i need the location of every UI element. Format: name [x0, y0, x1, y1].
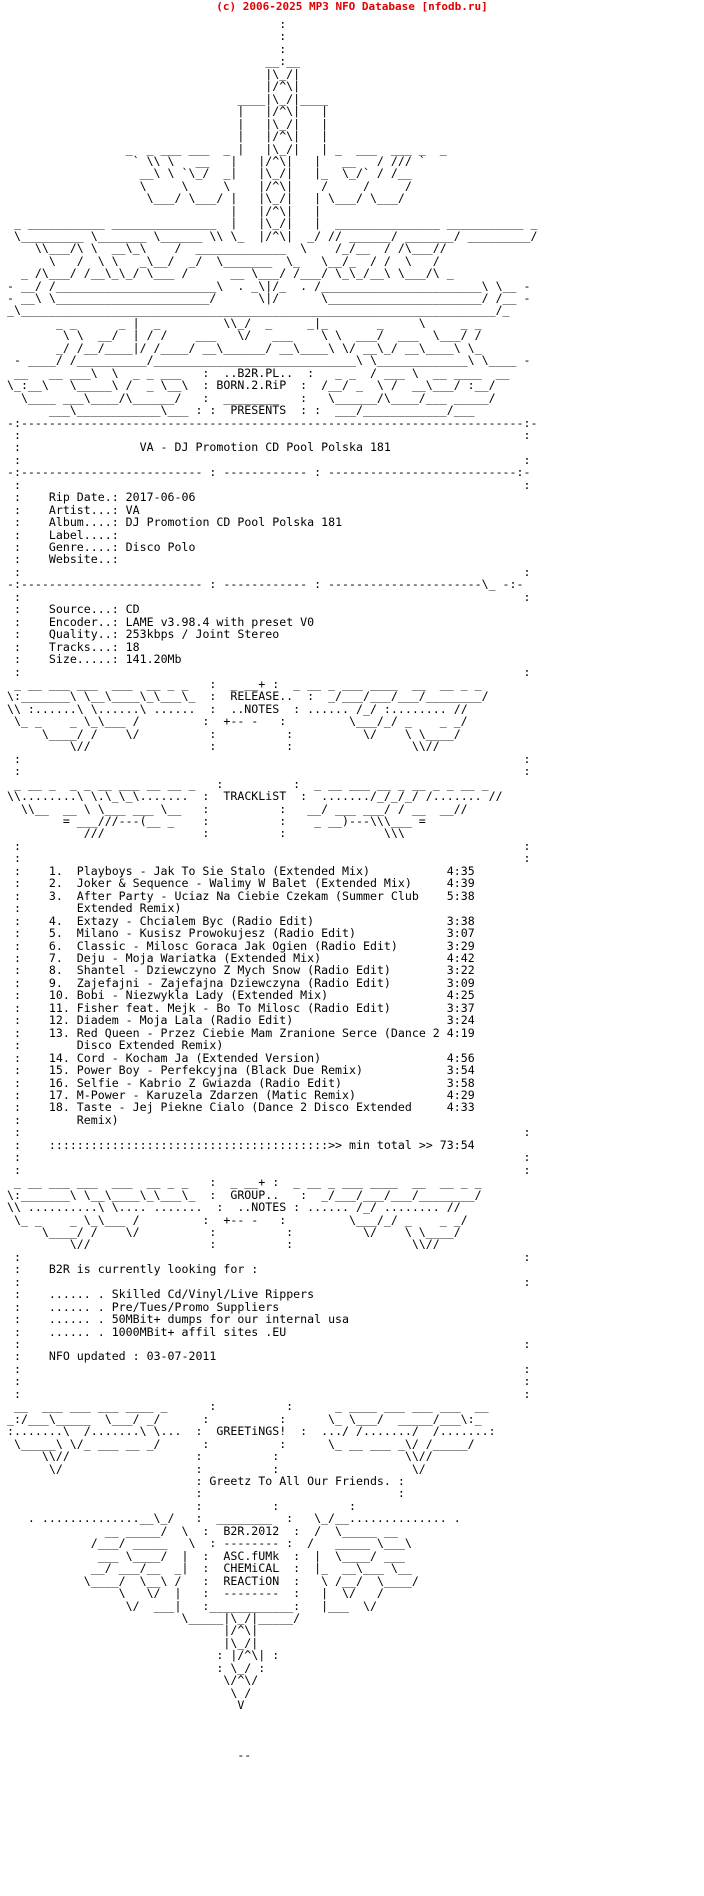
- track-time: 4:29: [446, 1087, 475, 1102]
- track-title: Shantel - Dziewczyno Z Mych Snow (Radio Edit): [76, 963, 447, 978]
- track-title: Disco Extended Remix): [76, 1038, 224, 1053]
- track-number: 15.: [48, 1063, 77, 1078]
- track-title: Cord - Kocham Ja (Extended Version): [76, 1050, 447, 1065]
- track-time: 3:37: [446, 1000, 475, 1015]
- track-number: 14.: [48, 1050, 77, 1065]
- header-ascii-art: : : : __:__ |\_/| |/^\| ____|\_/|____ | |/^\| | | |\_/| | | |/^\| | _ _ ___ ___ _ | |\_/| | _ ___ ___ _ _ ` \\ \ __ | |/^\| | __ / /// ` __\ \ `\_/ _| |\_/| |_ \_/` / /__ \ \ \ |/^\| / / / \___/ \___/ | |\_/| | \___/ \___/ | |/^\| | _ ___________ _______________ | |\_/| | _______________ ___________ _ \_________ \_______ \______ \\ \_ |/^\| _/ // ______/ _______/ _________/ \\___/\ \ __\_\ / _____________ \ /_/__ / /\___// \ / \ \ _\__/ _/ \_______ \_ \__/_ / / \ / _ /\___/ /__\_\_/ \___ / __ \___/ /___/ \_\_/__\ \___/\ _ - __/ /_______________________\ . _\|/_ . /_______________________\ \__ - - __\ \______________________/ \|/ \______________________/ /__ - _\____________________________________________________________________/_ _ _ _ | _ \\_/ _ _|_ _ \ _ _ \ \ __/ | / / ___ \/ ___ \ \ ___/ ___ \___/ / _/ /__/____|/ /____/ __\______/ __\____\ \/ __\_/ __\____\ \_ - ____/ /__________/_____________________________\ \_____________\ \____ -: [6, 17, 538, 368]
- track-title: Fisher feat. Mejk - Bo To Milosc (Radio Edit): [76, 1000, 447, 1015]
- tech-value: LAME v3.98.4 with preset V0: [125, 614, 315, 629]
- release-title: VA - DJ Promotion CD Pool Polska 181: [139, 440, 391, 455]
- track-title: Diadem - Moja Lala (Radio Edit): [76, 1013, 447, 1028]
- track-title: Joker & Sequence - Walimy W Balet (Extended Mix): [76, 876, 447, 891]
- footer-box-line: CHEMiCAL: [223, 1561, 280, 1576]
- track-title: Zajefajni - Zajefajna Dziewczyna (Radio Edit): [76, 975, 447, 990]
- info-value: Disco Polo: [125, 540, 196, 555]
- track-title: Classic - Milosc Goraca Jak Ogien (Radio Edit): [76, 938, 447, 953]
- track-time: 4:35: [446, 863, 475, 878]
- total-time: ::::::::::::::::::::::::::::::::::::::::>> min total >> 73:54: [48, 1137, 475, 1152]
- track-number: 5.: [48, 926, 77, 941]
- track-time: 3:09: [446, 975, 475, 990]
- track-time: 3:22: [446, 963, 475, 978]
- track-time: 4:19: [446, 1025, 475, 1040]
- info-value: 2017-06-06: [125, 490, 196, 505]
- track-title: Selfie - Kabrio Z Gwiazda (Radio Edit): [76, 1075, 447, 1090]
- footer-box-line: B2R.2012: [223, 1523, 280, 1538]
- info-label: Label....:: [48, 527, 119, 542]
- tech-value: 253kbps / Joint Stereo: [125, 627, 280, 642]
- track-title: Playboys - Jak To Sie Stalo (Extended Mix): [76, 863, 447, 878]
- track-title: Remix): [76, 1112, 119, 1127]
- track-time: 3:24: [446, 1013, 475, 1028]
- track-title: Red Queen - Przez Ciebie Mam Zranione Serce (Dance 2: [76, 1025, 447, 1040]
- track-time: 3:58: [446, 1075, 475, 1090]
- release-notes-heading: ..NOTES: [230, 701, 280, 716]
- tech-value: 18: [125, 639, 140, 654]
- track-number: 17.: [48, 1087, 77, 1102]
- info-label: Website..:: [48, 552, 119, 567]
- nfo-document: : : : __:__ |\_/| |/^\| ____|\_/|____ | |/^\| | | |\_/| | | |/^\| | _ _ ___ ___ _ | |\_/| | _ ___ ___ _ _ ` \\ \ __ | |/^\| | __ / /// ` __\ \ `\_/ _| |\_/| |_ \_/` / /__ \ \ \ |/^\| / / / \___/ \___/ | |\_/| | \___/ \___/ | |/^\| | _ ___________ _______________ | |\_/| | _______________ ___________ _ \_________ \_______ \______ \\ \_ |/^\| _/ // ______/ _______/ _________/ \\___/\ \ __\_\ / _____________ \ /_/__ / /\___// \ / \ \ _\__/ _/ \_______ \_ \__/_ / / \ / _ /\___/ /__\_\_/ \___ / __ \___/ /___/ \_\_/__\ \___/\ _ - __/ /_______________________\ . _\|/_ . /_______________________\ \__ - - __\ \______________________/ \|/ \______________________/ /__ - _\____________________________________________________________________/_ _ _ _ | _ \\_/ _ _|_ _ \ _ _ \ \ __/ | / / ___ \/ ___ \ \ ___/ ___ \___/ / _/ /__/____|/ /____/ __\______/ __\____\ \/ __\_/ __\____\ \_ - ____/ /__________/_____________________________\ \_____________\ \____ - __ __ ___\ \ _ _ ___ : ..B2R.PL.. : _ _ / ___ \ __ ____ __ \_:__\ \_____\ / _ \__\ : BORN.2.RiP : /__/ _ \ / __\___/ :__/ \____ ___\____/\______/ : ________ : \______/\____/___ _____/ ___\____________\___ : : PRESENTS : : ___/____________/___ -:------------------------------------------------------------------------:- : : : VA - DJ Promotion CD Pool Polska 181 : : -:-------------------------- : ------------ : ---------------------------:- : : : Rip Date.: 2017-06-06 : Artist...: VA : Album....: DJ Promotion CD Pool Polska 181 : Label....: : Genre....: Disco Polo : Website..: : : -:-------------------------- : ------------ : ----------------------\_ -:- : : : Source...: CD : Encoder..: LAME v3.98.4 with preset V0 : Quality..: 253kbps / Joint Stereo : Tracks...: 18 : Size.....: 141.20Mb : : _ __ ___ ___ ___ __ _ _ : _ __+ : _ __ _ ___ ____ __ __ _ _ \:_______\ \__\____\_\___\_ : RELEASE.. : _/___/___/___/________/ \\ :......\ \......\ ...... : ..NOTES : ...... /_/ :........ // \_ _ _ \_\___ / : +-- - : \___/_/ _ _ _/ \____/ / \/ : : \/ \ \____/ \// : : \\// : : : : _ __ _ _ _ __ ___ __ __ _ : : _ __ ___ __ _ __ _ _ __ _ \\........\ \.\_\_\....... : TRACKLiST : ......./_/_/_/ /....... // \\__ __ \ \___ ___ \__ : : __/ ___ ___/ / __ __// = ___///---(__ _ : : _ __)---\\\___ = /// : : \\\ : : : : : 1. Playboys - Jak To Sie Stalo (Extended Mix) 4:35 : 2. Joker & Sequence - Walimy W Balet (Extended Mix) 4:39 : 3. After Party - Uciaz Na Ciebie Czekam (Summer Club 5:38 : Extended Remix) : 4. Extazy - Chcialem Byc (Radio Edit) 3:38 : 5. Milano - Kusisz Prowokujesz (Radio Edit) 3:07 : 6. Classic - Milosc Goraca Jak Ogien (Radio Edit) 3:29 : 7. Deju - Moja Wariatka (Extended Mix) 4:42 : 8. Shantel - Dziewczyno Z Mych Snow (Radio Edit) 3:22 : 9. Zajefajni - Zajefajna Dziewczyna (Radio Edit) 3:09 : 10. Bobi - Niezwykla Lady (Extended Mix) 4:25 : 11. Fisher feat. Mejk - Bo To Milosc (Radio Edit) 3:37 : 12. Diadem - Moja Lala (Radio Edit) 3:24 : 13. Red Queen - Przez Ciebie Mam Zranione Serce (Dance 2 4:19 : Disco Extended Remix) : 14. Cord - Kocham Ja (Extended Version) 4:56 : 15. Power Boy - Perfekcyjna (Black Due Remix) 3:54 : 16. Selfie - Kabrio Z Gwiazda (Radio Edit) 3:58 : 17. M-Power - Karuzela Zdarzen (Matic Remix) 4:29 : 18. Taste - Jej Piekne Cialo (Dance 2 Disco Extended 4:33 : Remix) : : : ::::::::::::::::::::::::::::::::::::::::>> min total >> 73:54 : : : : _ __ ___ ___ ___ __ _ _ : _ __+ : _ __ _ ___ ____ __ __ _ _ \:_______\ \__\____\_\___\_ : GROUP.. : _/___/___/___/________/ \\ ..........\ \.... ....... : ..NOTES : ...... /_/ ........ // \_ _ _ \_\___ / : +-- - : \___/_/ _ _ _/ \____/ / \/ : : \/ \ \____/ \// : : \\// : : : B2R is currently looking for : : : : ...... . Skilled Cd/Vinyl/Live Rippers : ...... . Pre/Tues/Promo Suppliers : ...... . 50MBit+ dumps for our internal usa : ...... . 1000MBit+ affil sites .EU : : : NFO updated : 03-07-2011 : : : : : : __ ___ ___ ___ ____ _ : : _ ____ ___ ___ ___ __ _:/___\_____ \___/ _/ : : \_ \___/ _____/___\:_ :.......\ /.......\ \... : GREETiNGS! : .../ /......./ /.......: \_____\ \/_ ___ __ _/ : : \_ __ ___ _\/ /_____/ \\// : : \\// \/ : : \/ : Greetz To All Our Friends. : : : : : : . ..............__\_/ : ________ : \_/__.............. . __ _____/ \ : B2R.2012 : / \_____ __ /___/ _____ \ : -------- : / _____ \___\ ___ \____/ | : ASC.fUMk : | \____/ ___ __/ ___/__ _| : CHEMiCAL : |_ __\___ \__ \____/ \__\ / : REACTiON : \ /__/ \____/ \ \/ | : -------- : | \/ / \/ ___| :____________: |___ \/ \_____|\_/|_____/ |/^\| |\_/| : |/^\| : : \_/ : \/^\/ \ / V --: [0, 17, 538, 1762]
- track-time: 3:29: [446, 938, 475, 953]
- track-title: Deju - Moja Wariatka (Extended Mix): [76, 950, 447, 965]
- track-time: 5:38: [446, 888, 475, 903]
- footer-box-line: ASC.fUMk: [223, 1548, 280, 1563]
- track-time: 3:38: [446, 913, 475, 928]
- nfo-updated: NFO updated : 03-07-2011: [48, 1349, 217, 1364]
- track-time: 4:33: [446, 1100, 475, 1115]
- track-time: 4:42: [446, 950, 475, 965]
- track-number: 10.: [48, 988, 77, 1003]
- tech-label: Tracks...:: [48, 639, 119, 654]
- track-number: 6.: [48, 938, 77, 953]
- track-title: Extended Remix): [76, 901, 182, 916]
- track-number: 12.: [48, 1013, 77, 1028]
- track-title: After Party - Uciaz Na Ciebie Czekam (Summer Club: [76, 888, 447, 903]
- track-title: Extazy - Chcialem Byc (Radio Edit): [76, 913, 447, 928]
- group-notes-heading: ..NOTES: [237, 1200, 287, 1215]
- site-banner: (c) 2006-2025 MP3 NFO Database [nfodb.ru]: [216, 0, 488, 13]
- group-intro: B2R is currently looking for :: [48, 1262, 259, 1277]
- track-title: Milano - Kusisz Prowokujesz (Radio Edit): [76, 926, 447, 941]
- group-item: ...... . Skilled Cd/Vinyl/Live Rippers: [48, 1287, 315, 1302]
- info-label: Artist...:: [48, 502, 119, 517]
- tracklist-heading: TRACKLiST: [223, 789, 287, 804]
- info-label: Genre....:: [48, 540, 119, 555]
- tech-label: Encoder..:: [48, 614, 119, 629]
- track-title: Power Boy - Perfekcyjna (Black Due Remix): [76, 1063, 447, 1078]
- info-label: Album....:: [48, 515, 119, 530]
- track-time: 4:25: [446, 988, 475, 1003]
- tech-value: 141.20Mb: [125, 652, 182, 667]
- track-number: 3.: [48, 888, 77, 903]
- footer-end: --: [237, 1747, 252, 1762]
- group-notes-heading: GROUP..: [230, 1187, 280, 1202]
- track-title: Taste - Jej Piekne Cialo (Dance 2 Disco Extended: [76, 1100, 447, 1115]
- group-item: ...... . 1000MBit+ affil sites .EU: [48, 1324, 287, 1339]
- track-number: 1.: [48, 863, 77, 878]
- track-number: 13.: [48, 1025, 77, 1040]
- release-notes-heading: RELEASE..: [230, 689, 294, 704]
- tech-label: Quality..:: [48, 627, 119, 642]
- footer-box-line: REACTiON: [223, 1573, 280, 1588]
- presents-ascii-art: __ __ ___\ \ _ _ ___ : ..B2R.PL.. : _ _ / ___ \ __ ____ __ \_:__\ \_____\ / _ \__\ : BORN.2.RiP : /__/ _ \ / __\___/ :__/ \____ ___\____/\______/ : ________ : \______/\____/___ _____/ ___\____________\___ : : PRESENTS : : ___/____________/___: [6, 365, 510, 418]
- track-time: 3:07: [446, 926, 475, 941]
- greetings-heading: GREETiNGS!: [216, 1424, 287, 1439]
- track-number: 11.: [48, 1000, 77, 1015]
- track-number: 7.: [48, 950, 77, 965]
- tech-value: CD: [125, 602, 140, 617]
- track-number: 18.: [48, 1100, 77, 1115]
- info-label: Rip Date.:: [48, 490, 119, 505]
- info-value: DJ Promotion CD Pool Polska 181: [125, 515, 343, 530]
- tech-label: Source...:: [48, 602, 119, 617]
- group-item: ...... . 50MBit+ dumps for our internal usa: [48, 1312, 350, 1327]
- group-item: ...... . Pre/Tues/Promo Suppliers: [48, 1299, 280, 1314]
- tech-label: Size.....:: [48, 652, 119, 667]
- track-time: 4:56: [446, 1050, 475, 1065]
- track-number: 4.: [48, 913, 77, 928]
- track-number: 9.: [48, 975, 77, 990]
- track-number: 8.: [48, 963, 77, 978]
- track-time: 3:54: [446, 1063, 475, 1078]
- track-number: 16.: [48, 1075, 77, 1090]
- track-number: 2.: [48, 876, 77, 891]
- track-title: Bobi - Niezwykla Lady (Extended Mix): [76, 988, 447, 1003]
- track-title: M-Power - Karuzela Zdarzen (Matic Remix): [76, 1087, 447, 1102]
- info-value: VA: [125, 502, 140, 517]
- track-time: 4:39: [446, 876, 475, 891]
